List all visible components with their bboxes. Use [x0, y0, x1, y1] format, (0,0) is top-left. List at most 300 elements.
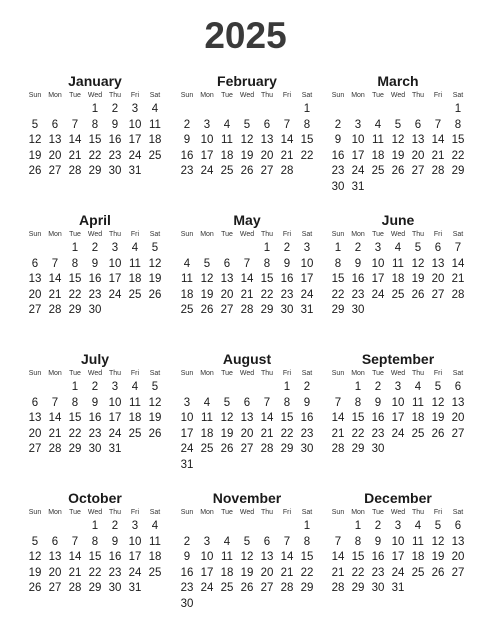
weekday-label: Thu [108, 231, 122, 238]
day-cell: 30 [300, 443, 314, 455]
day-cell: 5 [31, 535, 39, 548]
day-cell: 7 [334, 535, 342, 548]
day-cell: 1 [334, 242, 342, 254]
day-grid [177, 519, 317, 612]
day-cell: 21 [331, 427, 345, 440]
day-cell: 18 [148, 551, 162, 563]
day-cell: 1 [71, 242, 79, 254]
day-cell: 12 [240, 134, 254, 146]
day-cell: 10 [200, 134, 214, 146]
day-cell: 18 [411, 551, 425, 563]
day-cell: 20 [28, 288, 42, 301]
day-cell: 24 [108, 288, 122, 301]
day-cell: 15 [351, 412, 365, 424]
day-cell: 23 [371, 566, 385, 579]
day-cell: 12 [391, 134, 405, 146]
weekday-header [177, 368, 317, 380]
day-cell: 4 [414, 381, 422, 393]
day-cell: 9 [91, 257, 99, 270]
day-cell: 4 [223, 535, 231, 548]
month-october [25, 490, 165, 597]
day-cell: 28 [68, 582, 82, 594]
day-cell: 10 [180, 412, 194, 424]
month-july [25, 351, 165, 458]
day-cell: 12 [148, 257, 162, 270]
day-cell: 11 [149, 535, 161, 548]
day-cell: 5 [434, 520, 442, 532]
day-cell: 11 [221, 551, 233, 563]
month-title: March [377, 73, 419, 89]
day-cell: 8 [283, 396, 291, 409]
day-grid [328, 241, 468, 319]
weekday-label: Thu [411, 509, 425, 516]
day-cell: 8 [303, 118, 311, 131]
day-cell: 24 [200, 582, 214, 594]
empty-day-cell [408, 102, 428, 118]
day-cell: 16 [108, 134, 122, 146]
weekday-header [25, 229, 165, 241]
day-cell: 19 [240, 566, 254, 579]
day-cell: 24 [371, 288, 385, 301]
day-grid [25, 380, 165, 458]
day-cell: 27 [220, 304, 234, 316]
day-cell: 24 [351, 165, 365, 177]
day-cell: 2 [374, 381, 382, 393]
weekday-label: Sat [452, 231, 464, 238]
day-cell: 26 [220, 443, 234, 455]
day-cell: 23 [180, 165, 194, 177]
day-cell: 1 [303, 103, 311, 115]
day-cell: 6 [31, 396, 39, 409]
day-cell: 3 [203, 535, 211, 548]
day-cell: 5 [243, 118, 251, 131]
empty-day-cell [177, 519, 197, 535]
day-cell: 22 [351, 427, 365, 440]
day-cell: 3 [131, 103, 139, 115]
day-cell: 21 [48, 427, 62, 440]
day-cell: 25 [220, 165, 234, 177]
day-cell: 15 [88, 134, 102, 146]
day-cell: 16 [108, 551, 122, 563]
weekday-header [177, 507, 317, 519]
day-cell: 20 [411, 149, 425, 162]
day-cell: 22 [280, 427, 294, 440]
day-cell: 28 [331, 443, 345, 455]
weekday-label: Wed [239, 509, 255, 516]
day-cell: 13 [48, 134, 62, 146]
day-cell: 20 [260, 566, 274, 579]
day-cell: 21 [68, 566, 82, 579]
weekday-label: Wed [390, 370, 406, 377]
empty-day-cell [45, 380, 65, 396]
weekday-label: Tue [69, 92, 81, 99]
day-cell: 16 [180, 566, 194, 579]
day-cell: 14 [240, 273, 254, 285]
day-cell: 10 [108, 257, 122, 270]
day-cell: 22 [68, 288, 82, 301]
weekday-label: Thu [108, 370, 122, 377]
day-cell: 23 [88, 427, 102, 440]
day-cell: 23 [88, 288, 102, 301]
weekday-label: Sat [301, 370, 313, 377]
day-cell: 14 [331, 551, 345, 563]
day-grid [25, 102, 165, 180]
day-cell: 8 [354, 396, 362, 409]
day-cell: 29 [331, 304, 345, 316]
day-cell: 15 [331, 273, 345, 285]
day-cell: 17 [391, 551, 405, 563]
weekday-label: Tue [69, 231, 81, 238]
day-cell: 20 [220, 288, 234, 301]
day-cell: 25 [148, 149, 162, 162]
month-title: June [381, 212, 415, 228]
weekday-label: Tue [221, 509, 233, 516]
day-cell: 16 [88, 412, 102, 424]
weekday-label: Tue [69, 370, 81, 377]
day-cell: 18 [180, 288, 194, 301]
weekday-header [328, 368, 468, 380]
day-cell: 23 [351, 288, 365, 301]
day-cell: 5 [223, 396, 231, 409]
day-cell: 3 [111, 242, 119, 254]
weekday-label: Tue [221, 92, 233, 99]
month-november [177, 490, 317, 612]
weekday-label: Wed [239, 370, 255, 377]
day-cell: 24 [128, 149, 142, 162]
day-cell: 22 [331, 288, 345, 301]
month-august [177, 351, 317, 473]
empty-day-cell [328, 102, 348, 118]
day-cell: 4 [394, 242, 402, 254]
day-cell: 4 [131, 242, 139, 254]
day-grid [177, 380, 317, 473]
weekday-header [25, 90, 165, 102]
empty-day-cell [257, 380, 277, 396]
day-cell: 20 [48, 566, 62, 579]
day-cell: 9 [111, 535, 119, 548]
day-cell: 23 [108, 566, 122, 579]
empty-day-cell [45, 519, 65, 535]
day-cell: 8 [71, 257, 79, 270]
day-cell: 4 [131, 381, 139, 393]
month-january [25, 73, 165, 180]
day-cell: 7 [71, 535, 79, 548]
day-cell: 22 [88, 149, 102, 162]
day-cell: 12 [240, 551, 254, 563]
day-cell: 23 [371, 427, 385, 440]
empty-day-cell [257, 102, 277, 118]
day-cell: 23 [331, 165, 345, 177]
month-title: November [212, 490, 282, 506]
day-cell: 24 [391, 566, 405, 579]
day-cell: 23 [108, 149, 122, 162]
day-cell: 1 [354, 520, 362, 532]
day-cell: 2 [91, 381, 99, 393]
day-cell: 24 [391, 427, 405, 440]
day-cell: 7 [283, 535, 291, 548]
day-cell: 6 [454, 520, 462, 532]
day-cell: 29 [351, 443, 365, 455]
day-cell: 2 [111, 103, 119, 115]
day-cell: 19 [240, 149, 254, 162]
month-september [328, 351, 468, 458]
day-cell: 29 [260, 304, 274, 316]
weekday-label: Mon [48, 231, 62, 238]
day-cell: 9 [183, 134, 191, 146]
day-cell: 5 [394, 118, 402, 131]
weekday-label: Fri [433, 92, 443, 99]
month-title: October [68, 490, 122, 506]
day-cell: 25 [220, 582, 234, 594]
day-cell: 14 [280, 134, 294, 146]
day-cell: 19 [28, 149, 42, 162]
day-cell: 4 [203, 396, 211, 409]
day-cell: 1 [71, 381, 79, 393]
empty-day-cell [177, 380, 197, 396]
empty-day-cell [217, 102, 237, 118]
weekday-label: Thu [411, 92, 425, 99]
day-cell: 19 [28, 566, 42, 579]
day-cell: 27 [28, 443, 42, 455]
day-cell: 11 [201, 412, 213, 424]
weekday-label: Mon [48, 509, 62, 516]
weekday-label: Sun [331, 509, 345, 516]
weekday-label: Tue [372, 509, 384, 516]
weekday-label: Tue [221, 370, 233, 377]
day-cell: 3 [354, 118, 362, 131]
day-cell: 1 [263, 242, 271, 254]
day-cell: 6 [31, 257, 39, 270]
day-cell: 28 [260, 443, 274, 455]
weekday-label: Wed [87, 509, 103, 516]
day-cell: 12 [411, 257, 425, 270]
empty-day-cell [328, 519, 348, 535]
empty-day-cell [177, 241, 197, 257]
day-cell: 10 [391, 396, 405, 409]
day-cell: 13 [431, 257, 445, 270]
weekday-label: Mon [200, 92, 214, 99]
empty-day-cell [65, 519, 85, 535]
day-cell: 30 [180, 597, 194, 610]
day-cell: 15 [351, 551, 365, 563]
day-cell: 28 [451, 288, 465, 301]
day-cell: 11 [412, 396, 424, 409]
day-cell: 21 [280, 566, 294, 579]
day-cell: 25 [128, 427, 142, 440]
day-cell: 29 [280, 443, 294, 455]
day-cell: 14 [48, 273, 62, 285]
empty-day-cell [217, 519, 237, 535]
day-cell: 6 [223, 257, 231, 270]
day-cell: 18 [411, 412, 425, 424]
weekday-label: Fri [130, 509, 140, 516]
day-cell: 22 [451, 149, 465, 162]
weekday-label: Fri [433, 370, 443, 377]
day-cell: 27 [48, 582, 62, 594]
day-cell: 18 [128, 412, 142, 424]
day-cell: 21 [240, 288, 254, 301]
day-cell: 17 [108, 412, 122, 424]
day-cell: 10 [351, 134, 365, 146]
day-cell: 19 [391, 149, 405, 162]
day-cell: 4 [183, 257, 191, 270]
day-cell: 30 [88, 304, 102, 316]
day-cell: 2 [303, 381, 311, 393]
empty-day-cell [277, 102, 297, 118]
day-cell: 20 [451, 551, 465, 563]
day-cell: 15 [280, 412, 294, 424]
day-cell: 16 [371, 551, 385, 563]
empty-day-cell [45, 241, 65, 257]
day-cell: 12 [148, 396, 162, 409]
day-cell: 19 [431, 412, 445, 424]
day-cell: 9 [334, 134, 342, 146]
day-cell: 16 [280, 273, 294, 285]
day-cell: 14 [451, 257, 465, 270]
day-cell: 7 [263, 396, 271, 409]
weekday-label: Sun [28, 231, 42, 238]
weekday-label: Sat [149, 370, 161, 377]
day-cell: 3 [394, 381, 402, 393]
weekday-header [328, 90, 468, 102]
empty-day-cell [348, 102, 368, 118]
day-cell: 30 [351, 304, 365, 316]
day-cell: 3 [303, 242, 311, 254]
day-cell: 25 [148, 566, 162, 579]
weekday-label: Thu [260, 231, 274, 238]
day-cell: 13 [28, 412, 42, 424]
day-cell: 17 [128, 551, 142, 563]
day-cell: 30 [371, 582, 385, 594]
month-title: April [79, 212, 111, 228]
month-title: September [361, 351, 435, 367]
day-cell: 18 [220, 149, 234, 162]
day-cell: 28 [431, 165, 445, 177]
day-cell: 23 [300, 427, 314, 440]
day-cell: 21 [431, 149, 445, 162]
empty-day-cell [25, 241, 45, 257]
day-cell: 11 [181, 273, 193, 285]
day-cell: 5 [31, 118, 39, 131]
day-cell: 7 [454, 242, 462, 254]
empty-day-cell [197, 241, 217, 257]
day-cell: 8 [71, 396, 79, 409]
day-cell: 3 [183, 396, 191, 409]
day-cell: 27 [260, 582, 274, 594]
day-cell: 19 [411, 273, 425, 285]
day-cell: 16 [351, 273, 365, 285]
weekday-label: Fri [130, 370, 140, 377]
day-cell: 24 [128, 566, 142, 579]
weekday-header [328, 507, 468, 519]
day-cell: 14 [68, 134, 82, 146]
day-cell: 17 [300, 273, 314, 285]
day-cell: 10 [128, 535, 142, 548]
empty-day-cell [277, 519, 297, 535]
weekday-label: Fri [130, 231, 140, 238]
month-march [328, 73, 468, 195]
day-grid [25, 241, 165, 319]
weekday-label: Mon [351, 370, 365, 377]
month-title: December [364, 490, 432, 506]
day-cell: 20 [431, 273, 445, 285]
day-cell: 23 [180, 582, 194, 594]
day-grid [177, 102, 317, 180]
day-cell: 2 [91, 242, 99, 254]
day-cell: 19 [220, 427, 234, 440]
day-cell: 9 [354, 257, 362, 270]
day-cell: 17 [108, 273, 122, 285]
day-cell: 12 [200, 273, 214, 285]
day-cell: 4 [151, 520, 159, 532]
day-cell: 6 [243, 396, 251, 409]
empty-day-cell [237, 380, 257, 396]
day-cell: 31 [128, 165, 142, 177]
weekday-label: Wed [239, 92, 255, 99]
day-cell: 13 [220, 273, 234, 285]
day-cell: 18 [391, 273, 405, 285]
day-cell: 26 [391, 165, 405, 177]
day-cell: 3 [111, 381, 119, 393]
day-cell: 8 [91, 118, 99, 131]
day-cell: 11 [392, 257, 404, 270]
weekday-label: Thu [411, 370, 425, 377]
day-cell: 22 [88, 566, 102, 579]
day-cell: 25 [391, 288, 405, 301]
day-cell: 30 [108, 165, 122, 177]
day-cell: 18 [128, 273, 142, 285]
weekday-label: Mon [200, 370, 214, 377]
day-cell: 26 [240, 582, 254, 594]
day-cell: 4 [223, 118, 231, 131]
day-cell: 14 [48, 412, 62, 424]
weekday-label: Fri [282, 509, 292, 516]
day-cell: 22 [300, 149, 314, 162]
empty-day-cell [197, 102, 217, 118]
day-cell: 2 [183, 118, 191, 131]
day-cell: 17 [200, 149, 214, 162]
day-cell: 8 [354, 535, 362, 548]
day-cell: 27 [411, 165, 425, 177]
day-cell: 3 [374, 242, 382, 254]
day-cell: 21 [451, 273, 465, 285]
weekday-label: Sat [452, 509, 464, 516]
empty-day-cell [428, 102, 448, 118]
day-cell: 2 [334, 118, 342, 131]
weekday-header [25, 368, 165, 380]
day-cell: 11 [149, 118, 161, 131]
weekday-label: Mon [351, 509, 365, 516]
day-cell: 11 [129, 257, 141, 270]
day-cell: 27 [48, 165, 62, 177]
day-cell: 9 [183, 551, 191, 563]
weekday-label: Sun [28, 92, 42, 99]
empty-day-cell [368, 102, 388, 118]
day-cell: 14 [431, 134, 445, 146]
day-cell: 18 [220, 566, 234, 579]
weekday-label: Sun [180, 370, 194, 377]
day-cell: 7 [283, 118, 291, 131]
day-cell: 7 [51, 396, 59, 409]
month-title: February [217, 73, 277, 89]
day-cell: 5 [151, 381, 159, 393]
day-cell: 5 [434, 381, 442, 393]
day-cell: 30 [88, 443, 102, 455]
day-cell: 28 [68, 165, 82, 177]
weekday-label: Tue [69, 509, 81, 516]
month-title: January [68, 73, 122, 89]
day-cell: 22 [260, 288, 274, 301]
